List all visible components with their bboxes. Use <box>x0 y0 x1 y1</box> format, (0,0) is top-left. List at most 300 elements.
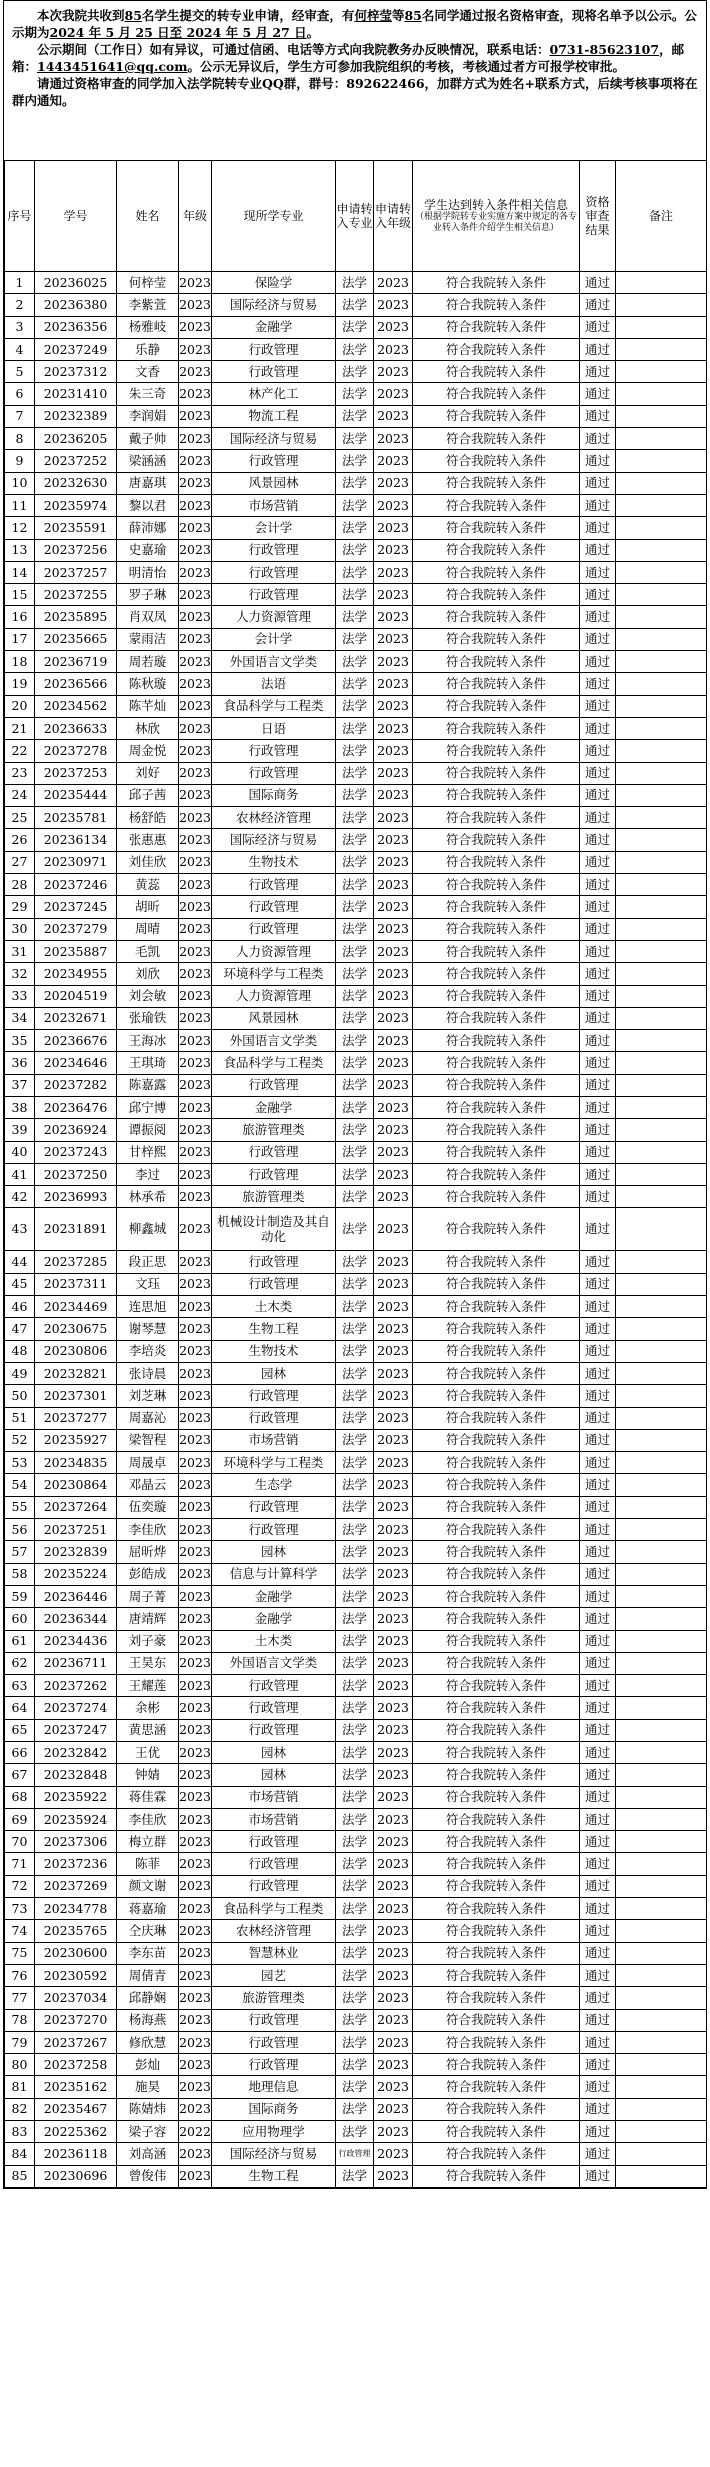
student-id-cell: 20232671 <box>35 1007 117 1029</box>
remark-cell <box>616 1163 707 1185</box>
condition-cell: 符合我院转入条件 <box>413 1496 580 1518</box>
apply-year-cell: 2023 <box>374 1296 413 1318</box>
table-row <box>5 2054 707 2076</box>
current-major-cell: 行政管理 <box>212 1875 336 1897</box>
current-major-cell: 环境科学与工程类 <box>212 1452 336 1474</box>
apply-year-cell: 2023 <box>374 851 413 873</box>
apply-year-cell: 2023 <box>374 740 413 762</box>
condition-cell: 符合我院转入条件 <box>413 1474 580 1496</box>
apply-year-cell: 2023 <box>374 1030 413 1052</box>
remark-cell <box>616 1296 707 1318</box>
grade-cell: 2023 <box>179 807 212 829</box>
condition-cell: 符合我院转入条件 <box>413 1652 580 1674</box>
table-row <box>5 294 707 316</box>
remark-cell <box>616 584 707 606</box>
table-row <box>5 762 707 784</box>
remark-cell <box>616 1563 707 1585</box>
apply-year-cell: 2023 <box>374 1964 413 1986</box>
grade-cell: 2023 <box>179 1296 212 1318</box>
apply-major-cell: 法学 <box>336 695 374 717</box>
applicant-table <box>4 161 707 2188</box>
result-cell: 通过 <box>580 1030 616 1052</box>
grade-cell: 2023 <box>179 1318 212 1340</box>
apply-major-cell: 法学 <box>336 1630 374 1652</box>
apply-year-cell: 2023 <box>374 762 413 784</box>
student-id-cell: 20236025 <box>35 272 117 294</box>
table-row <box>5 940 707 962</box>
condition-cell: 符合我院转入条件 <box>413 1742 580 1764</box>
apply-major-cell: 法学 <box>336 1007 374 1029</box>
remark-cell <box>616 1385 707 1407</box>
current-major-cell: 园林 <box>212 1764 336 1786</box>
seq-cell: 15 <box>5 584 35 606</box>
remark-cell <box>616 1052 707 1074</box>
table-row <box>5 1474 707 1496</box>
contact-email[interactable]: 1443451641@qq.com <box>37 59 188 74</box>
current-major-cell: 会计学 <box>212 628 336 650</box>
apply-major-cell: 法学 <box>336 1585 374 1607</box>
current-major-cell: 外国语言文学类 <box>212 1652 336 1674</box>
condition-cell: 符合我院转入条件 <box>413 1074 580 1096</box>
grade-cell: 2023 <box>179 316 212 338</box>
apply-major-cell: 法学 <box>336 361 374 383</box>
header-apply-major: 申请转入专业 <box>336 161 374 272</box>
remark-cell <box>616 1452 707 1474</box>
current-major-cell: 行政管理 <box>212 1273 336 1295</box>
student-id-cell: 20237255 <box>35 584 117 606</box>
apply-year-cell: 2023 <box>374 294 413 316</box>
apply-year-cell: 2023 <box>374 2098 413 2120</box>
remark-cell <box>616 940 707 962</box>
table-row <box>5 1585 707 1607</box>
table-row <box>5 1407 707 1429</box>
student-name-cell: 屈昕烨 <box>117 1541 179 1563</box>
seq-cell: 85 <box>5 2165 35 2187</box>
result-cell: 通过 <box>580 1318 616 1340</box>
apply-major-cell: 法学 <box>336 2009 374 2031</box>
student-id-cell: 20237245 <box>35 896 117 918</box>
remark-cell <box>616 651 707 673</box>
current-major-cell: 行政管理 <box>212 1697 336 1719</box>
remark-cell <box>616 673 707 695</box>
current-major-cell: 行政管理 <box>212 1496 336 1518</box>
seq-cell: 80 <box>5 2054 35 2076</box>
result-cell: 通过 <box>580 963 616 985</box>
student-name-cell: 林欣 <box>117 717 179 739</box>
apply-major-cell: 法学 <box>336 1385 374 1407</box>
seq-cell: 84 <box>5 2143 35 2165</box>
apply-year-cell: 2023 <box>374 940 413 962</box>
student-id-cell: 20237306 <box>35 1831 117 1853</box>
student-name-cell: 李过 <box>117 1163 179 1185</box>
apply-major-cell: 法学 <box>336 851 374 873</box>
student-name-cell: 王海冰 <box>117 1030 179 1052</box>
result-cell: 通过 <box>580 1096 616 1118</box>
document <box>3 0 707 2189</box>
student-id-cell: 20232630 <box>35 472 117 494</box>
apply-year-cell: 2023 <box>374 651 413 673</box>
apply-major-cell: 法学 <box>336 1251 374 1273</box>
student-id-cell: 20237236 <box>35 1853 117 1875</box>
student-name-cell: 仝庆琳 <box>117 1920 179 1942</box>
student-name-cell: 刘欣 <box>117 963 179 985</box>
table-row <box>5 1030 707 1052</box>
remark-cell <box>616 2121 707 2143</box>
notice-text <box>4 1 706 161</box>
student-id-cell: 20230971 <box>35 851 117 873</box>
current-major-cell: 行政管理 <box>212 338 336 360</box>
student-name-cell: 杨雅岐 <box>117 316 179 338</box>
student-id-cell: 20237312 <box>35 361 117 383</box>
seq-cell: 60 <box>5 1608 35 1630</box>
grade-cell: 2023 <box>179 1987 212 2009</box>
grade-cell: 2023 <box>179 651 212 673</box>
current-major-cell: 行政管理 <box>212 361 336 383</box>
student-id-cell: 20237251 <box>35 1519 117 1541</box>
remark-cell <box>616 294 707 316</box>
condition-cell: 符合我院转入条件 <box>413 2121 580 2143</box>
apply-year-cell: 2023 <box>374 316 413 338</box>
table-row <box>5 361 707 383</box>
apply-major-cell: 法学 <box>336 673 374 695</box>
student-name-cell: 陈嘉露 <box>117 1074 179 1096</box>
apply-major-cell: 法学 <box>336 383 374 405</box>
apply-major-cell: 法学 <box>336 428 374 450</box>
table-row <box>5 2098 707 2120</box>
condition-cell: 符合我院转入条件 <box>413 762 580 784</box>
condition-cell: 符合我院转入条件 <box>413 1452 580 1474</box>
student-id-cell: 20230864 <box>35 1474 117 1496</box>
current-major-cell: 行政管理 <box>212 584 336 606</box>
seq-cell: 11 <box>5 494 35 516</box>
condition-cell: 符合我院转入条件 <box>413 1163 580 1185</box>
grade-cell: 2023 <box>179 1074 212 1096</box>
table-row <box>5 2143 707 2165</box>
result-cell: 通过 <box>580 472 616 494</box>
remark-cell <box>616 1030 707 1052</box>
table-row <box>5 1987 707 2009</box>
current-major-cell: 行政管理 <box>212 762 336 784</box>
result-cell: 通过 <box>580 1429 616 1451</box>
apply-year-cell: 2023 <box>374 963 413 985</box>
remark-cell <box>616 405 707 427</box>
apply-year-cell: 2023 <box>374 361 413 383</box>
condition-cell: 符合我院转入条件 <box>413 1898 580 1920</box>
remark-cell <box>616 1987 707 2009</box>
student-name-cell: 李佳欣 <box>117 1808 179 1830</box>
remark-cell <box>616 2143 707 2165</box>
result-cell: 通过 <box>580 1052 616 1074</box>
grade-cell: 2023 <box>179 2098 212 2120</box>
header-condition: 学生达到转入条件相关信息 （根据学院转专业实施方案中规定的各专业转入条件介绍学生相关信息） <box>413 161 580 272</box>
remark-cell <box>616 383 707 405</box>
result-cell: 通过 <box>580 651 616 673</box>
condition-cell: 符合我院转入条件 <box>413 940 580 962</box>
apply-year-cell: 2023 <box>374 1719 413 1741</box>
seq-cell: 54 <box>5 1474 35 1496</box>
student-name-cell: 周嘉沁 <box>117 1407 179 1429</box>
grade-cell: 2023 <box>179 450 212 472</box>
table-row <box>5 874 707 896</box>
student-name-cell: 彭皓成 <box>117 1563 179 1585</box>
condition-cell: 符合我院转入条件 <box>413 1096 580 1118</box>
condition-cell: 符合我院转入条件 <box>413 1808 580 1830</box>
current-major-cell: 食品科学与工程类 <box>212 695 336 717</box>
current-major-cell: 法语 <box>212 673 336 695</box>
seq-cell: 8 <box>5 428 35 450</box>
result-cell: 通过 <box>580 2054 616 2076</box>
student-name-cell: 梁涵涵 <box>117 450 179 472</box>
table-row <box>5 1496 707 1518</box>
result-cell: 通过 <box>580 807 616 829</box>
seq-cell: 44 <box>5 1251 35 1273</box>
table-row <box>5 829 707 851</box>
condition-cell: 符合我院转入条件 <box>413 829 580 851</box>
student-name-cell: 李润娟 <box>117 405 179 427</box>
condition-cell: 符合我院转入条件 <box>413 1318 580 1340</box>
student-name-cell: 柳鑫城 <box>117 1208 179 1251</box>
result-cell: 通过 <box>580 1898 616 1920</box>
result-cell: 通过 <box>580 2009 616 2031</box>
result-cell: 通过 <box>580 428 616 450</box>
apply-year-cell: 2023 <box>374 985 413 1007</box>
current-major-cell: 土木类 <box>212 1630 336 1652</box>
student-name-cell: 余彬 <box>117 1697 179 1719</box>
apply-year-cell: 2023 <box>374 1742 413 1764</box>
student-name-cell: 戴子帅 <box>117 428 179 450</box>
seq-cell: 32 <box>5 963 35 985</box>
result-cell: 通过 <box>580 1496 616 1518</box>
table-header-row <box>5 161 707 272</box>
result-cell: 通过 <box>580 1474 616 1496</box>
result-cell: 通过 <box>580 450 616 472</box>
seq-cell: 7 <box>5 405 35 427</box>
grade-cell: 2023 <box>179 1942 212 1964</box>
seq-cell: 83 <box>5 2121 35 2143</box>
remark-cell <box>616 1519 707 1541</box>
result-cell: 通过 <box>580 1652 616 1674</box>
current-major-cell: 行政管理 <box>212 1519 336 1541</box>
seq-cell: 72 <box>5 1875 35 1897</box>
student-id-cell: 20230806 <box>35 1340 117 1362</box>
grade-cell: 2023 <box>179 561 212 583</box>
remark-cell <box>616 717 707 739</box>
apply-year-cell: 2023 <box>374 918 413 940</box>
apply-major-cell: 法学 <box>336 2121 374 2143</box>
apply-major-cell: 行政管理 <box>336 2143 374 2165</box>
result-cell: 通过 <box>580 1208 616 1251</box>
current-major-cell: 行政管理 <box>212 1141 336 1163</box>
student-id-cell: 20237301 <box>35 1385 117 1407</box>
condition-cell: 符合我院转入条件 <box>413 1987 580 2009</box>
remark-cell <box>616 918 707 940</box>
remark-cell <box>616 1007 707 1029</box>
current-major-cell: 食品科学与工程类 <box>212 1052 336 1074</box>
student-name-cell: 施昊 <box>117 2076 179 2098</box>
table-row <box>5 1052 707 1074</box>
condition-cell: 符合我院转入条件 <box>413 918 580 940</box>
result-cell: 通过 <box>580 784 616 806</box>
grade-cell: 2023 <box>179 1362 212 1384</box>
condition-cell: 符合我院转入条件 <box>413 2031 580 2053</box>
table-row <box>5 1675 707 1697</box>
apply-year-cell: 2023 <box>374 2121 413 2143</box>
condition-cell: 符合我院转入条件 <box>413 1541 580 1563</box>
apply-major-cell: 法学 <box>336 896 374 918</box>
student-id-cell: 20235467 <box>35 2098 117 2120</box>
table-row <box>5 2121 707 2143</box>
remark-cell <box>616 1318 707 1340</box>
result-cell: 通过 <box>580 517 616 539</box>
grade-cell: 2023 <box>179 2165 212 2187</box>
table-row <box>5 1831 707 1853</box>
condition-cell: 符合我院转入条件 <box>413 428 580 450</box>
grade-cell: 2023 <box>179 1163 212 1185</box>
result-cell: 通过 <box>580 2098 616 2120</box>
apply-major-cell: 法学 <box>336 1719 374 1741</box>
grade-cell: 2023 <box>179 896 212 918</box>
table-row <box>5 1608 707 1630</box>
student-id-cell: 20237034 <box>35 1987 117 2009</box>
remark-cell <box>616 1675 707 1697</box>
student-id-cell: 20237247 <box>35 1719 117 1741</box>
apply-year-cell: 2023 <box>374 561 413 583</box>
student-id-cell: 20237253 <box>35 762 117 784</box>
table-row <box>5 1519 707 1541</box>
apply-major-cell: 法学 <box>336 717 374 739</box>
current-major-cell: 地理信息 <box>212 2076 336 2098</box>
result-cell: 通过 <box>580 918 616 940</box>
current-major-cell: 园林 <box>212 1742 336 1764</box>
current-major-cell: 行政管理 <box>212 1853 336 1875</box>
remark-cell <box>616 740 707 762</box>
seq-cell: 9 <box>5 450 35 472</box>
grade-cell: 2023 <box>179 606 212 628</box>
seq-cell: 5 <box>5 361 35 383</box>
apply-major-cell: 法学 <box>336 918 374 940</box>
result-cell: 通过 <box>580 1563 616 1585</box>
seq-cell: 18 <box>5 651 35 673</box>
grade-cell: 2023 <box>179 383 212 405</box>
apply-major-cell: 法学 <box>336 1496 374 1518</box>
seq-cell: 58 <box>5 1563 35 1585</box>
current-major-cell: 行政管理 <box>212 874 336 896</box>
apply-major-cell: 法学 <box>336 294 374 316</box>
current-major-cell: 外国语言文学类 <box>212 1030 336 1052</box>
result-cell: 通过 <box>580 717 616 739</box>
condition-cell: 符合我院转入条件 <box>413 1875 580 1897</box>
apply-major-cell: 法学 <box>336 584 374 606</box>
seq-cell: 57 <box>5 1541 35 1563</box>
grade-cell: 2023 <box>179 1208 212 1251</box>
grade-cell: 2023 <box>179 1652 212 1674</box>
condition-cell: 符合我院转入条件 <box>413 740 580 762</box>
apply-major-cell: 法学 <box>336 1296 374 1318</box>
grade-cell: 2023 <box>179 361 212 383</box>
seq-cell: 13 <box>5 539 35 561</box>
seq-cell: 31 <box>5 940 35 962</box>
table-row <box>5 1786 707 1808</box>
table-row <box>5 1942 707 1964</box>
seq-cell: 64 <box>5 1697 35 1719</box>
seq-cell: 36 <box>5 1052 35 1074</box>
apply-major-cell: 法学 <box>336 1030 374 1052</box>
student-id-cell: 20237264 <box>35 1496 117 1518</box>
student-name-cell: 段正思 <box>117 1251 179 1273</box>
student-id-cell: 20237279 <box>35 918 117 940</box>
seq-cell: 1 <box>5 272 35 294</box>
student-name-cell: 唐靖辉 <box>117 1608 179 1630</box>
current-major-cell: 行政管理 <box>212 2031 336 2053</box>
remark-cell <box>616 762 707 784</box>
notice-paragraph-3: 请通过资格审查的同学加入法学院转专业QQ群，群号：892622466，加群方式为姓名+联系方式，后续考核事项将在群内通知。 <box>12 76 698 108</box>
seq-cell: 56 <box>5 1519 35 1541</box>
result-cell: 通过 <box>580 1831 616 1853</box>
condition-cell: 符合我院转入条件 <box>413 584 580 606</box>
table-row <box>5 1074 707 1096</box>
result-cell: 通过 <box>580 1452 616 1474</box>
student-name-cell: 文珏 <box>117 1273 179 1295</box>
seq-cell: 40 <box>5 1141 35 1163</box>
apply-major-cell: 法学 <box>336 1407 374 1429</box>
seq-cell: 20 <box>5 695 35 717</box>
student-name-cell: 谭振阅 <box>117 1119 179 1141</box>
apply-major-cell: 法学 <box>336 1052 374 1074</box>
condition-cell: 符合我院转入条件 <box>413 784 580 806</box>
result-cell: 通过 <box>580 1964 616 1986</box>
student-id-cell: 20237257 <box>35 561 117 583</box>
apply-major-cell: 法学 <box>336 561 374 583</box>
current-major-cell: 生物技术 <box>212 851 336 873</box>
student-id-cell: 20237278 <box>35 740 117 762</box>
table-row <box>5 1186 707 1208</box>
seq-cell: 51 <box>5 1407 35 1429</box>
condition-cell: 符合我院转入条件 <box>413 338 580 360</box>
seq-cell: 35 <box>5 1030 35 1052</box>
apply-major-cell: 法学 <box>336 1942 374 1964</box>
apply-major-cell: 法学 <box>336 1119 374 1141</box>
student-id-cell: 20235765 <box>35 1920 117 1942</box>
apply-major-cell: 法学 <box>336 940 374 962</box>
seq-cell: 41 <box>5 1163 35 1185</box>
result-cell: 通过 <box>580 383 616 405</box>
condition-cell: 符合我院转入条件 <box>413 1608 580 1630</box>
student-name-cell: 王耀莲 <box>117 1675 179 1697</box>
apply-year-cell: 2023 <box>374 1519 413 1541</box>
grade-cell: 2023 <box>179 1853 212 1875</box>
seq-cell: 53 <box>5 1452 35 1474</box>
seq-cell: 14 <box>5 561 35 583</box>
apply-year-cell: 2023 <box>374 1340 413 1362</box>
condition-cell: 符合我院转入条件 <box>413 1208 580 1251</box>
condition-cell: 符合我院转入条件 <box>413 2009 580 2031</box>
remark-cell <box>616 2165 707 2187</box>
student-id-cell: 20204519 <box>35 985 117 1007</box>
current-major-cell: 行政管理 <box>212 896 336 918</box>
current-major-cell: 行政管理 <box>212 561 336 583</box>
condition-cell: 符合我院转入条件 <box>413 1273 580 1295</box>
condition-cell: 符合我院转入条件 <box>413 606 580 628</box>
student-name-cell: 黄蕊 <box>117 874 179 896</box>
seq-cell: 49 <box>5 1362 35 1384</box>
student-id-cell: 20235781 <box>35 807 117 829</box>
remark-cell <box>616 1074 707 1096</box>
seq-cell: 46 <box>5 1296 35 1318</box>
student-name-cell: 修欣慧 <box>117 2031 179 2053</box>
table-row <box>5 1697 707 1719</box>
current-major-cell: 市场营销 <box>212 1808 336 1830</box>
apply-year-cell: 2023 <box>374 1119 413 1141</box>
